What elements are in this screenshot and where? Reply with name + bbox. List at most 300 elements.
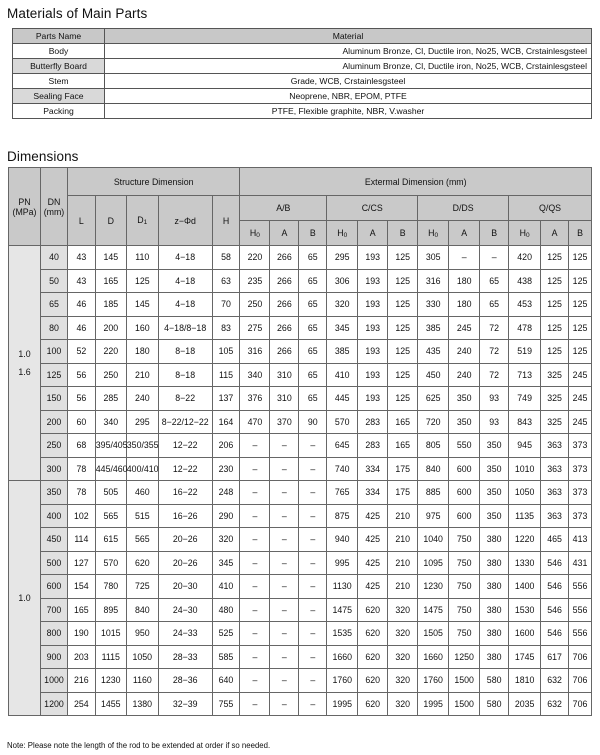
dimension-row <box>9 434 592 458</box>
dimension-cell: 750 <box>449 598 480 622</box>
h0-sub: 0 <box>256 231 260 239</box>
dimension-row <box>9 457 592 481</box>
dimension-cell: 438 <box>509 269 541 293</box>
b-header-qqs: B <box>569 221 592 246</box>
dims-header-row-1 <box>9 168 592 196</box>
dimension-cell: 137 <box>212 387 240 411</box>
dimension-cell: 145 <box>95 246 126 270</box>
part-name-cell: Sealing Face <box>13 89 105 104</box>
dimension-cell: 65 <box>299 269 327 293</box>
dimension-cell: 525 <box>212 622 240 646</box>
dimension-row <box>9 340 592 364</box>
dimension-cell: 1130 <box>327 575 358 599</box>
dimension-cell: 1400 <box>509 575 541 599</box>
dimension-cell: 995 <box>327 551 358 575</box>
dimension-cell: 16−22 <box>158 481 212 505</box>
dn-cell: 65 <box>41 293 68 317</box>
dimension-cell: 373 <box>569 504 592 528</box>
dimension-cell: 413 <box>569 528 592 552</box>
dimension-cell: 1500 <box>449 692 480 716</box>
material-header: Material <box>105 29 592 44</box>
dimension-cell: 570 <box>95 551 126 575</box>
dimension-cell: 254 <box>67 692 95 716</box>
dimension-cell: 4−18 <box>158 246 212 270</box>
dimension-cell: 546 <box>541 575 569 599</box>
dimension-cell: 325 <box>541 363 569 387</box>
dimension-cell: 24−30 <box>158 598 212 622</box>
dimension-cell: 620 <box>358 598 388 622</box>
dimension-cell: – <box>480 246 509 270</box>
dimension-cell: 585 <box>212 645 240 669</box>
dimension-cell: 160 <box>126 316 158 340</box>
h0-sub: 0 <box>525 231 530 239</box>
dimension-cell: 175 <box>388 457 418 481</box>
dimension-cell: 600 <box>449 481 480 505</box>
dimension-cell: 725 <box>126 575 158 599</box>
dn-cell: 1000 <box>41 669 68 693</box>
dimension-cell: – <box>299 504 327 528</box>
dimension-cell: 206 <box>212 434 240 458</box>
dimension-cell: 340 <box>95 410 126 434</box>
dimension-cell: 1040 <box>418 528 449 552</box>
dimension-cell: – <box>299 645 327 669</box>
dimension-cell: 750 <box>449 575 480 599</box>
dimension-cell: 1135 <box>509 504 541 528</box>
dimension-cell: 8−18 <box>158 363 212 387</box>
dimension-cell: 266 <box>270 269 299 293</box>
dimension-cell: – <box>270 528 299 552</box>
dn-cell: 100 <box>41 340 68 364</box>
dimension-cell: 1475 <box>327 598 358 622</box>
dimension-cell: 210 <box>388 504 418 528</box>
dimension-cell: 840 <box>126 598 158 622</box>
dimension-cell: 325 <box>541 410 569 434</box>
dimension-cell: 320 <box>388 692 418 716</box>
dimension-cell: 546 <box>541 598 569 622</box>
dimension-cell: 193 <box>358 387 388 411</box>
h0-base: H <box>428 227 435 238</box>
dimension-cell: 720 <box>418 410 449 434</box>
dimension-cell: 24−33 <box>158 622 212 646</box>
group-header-ab: A/B <box>240 196 327 221</box>
pn-header-label: PN (MPa) <box>12 196 37 217</box>
dimension-cell: 65 <box>480 269 509 293</box>
dimension-cell: 185 <box>95 293 126 317</box>
dimension-row <box>9 246 592 270</box>
dimension-cell: 145 <box>126 293 158 317</box>
dimension-cell: 180 <box>449 293 480 317</box>
dimension-cell: 266 <box>270 293 299 317</box>
dimension-cell: 46 <box>67 293 95 317</box>
external-dimension-header: Extermal Dimension (mm) <box>240 168 592 196</box>
dimension-cell: 193 <box>358 340 388 364</box>
dimension-cell: 240 <box>126 387 158 411</box>
dimension-cell: 63 <box>212 269 240 293</box>
dimension-cell: 620 <box>358 692 388 716</box>
dimension-cell: 65 <box>480 293 509 317</box>
dimension-cell: 565 <box>126 528 158 552</box>
dimension-cell: 556 <box>569 622 592 646</box>
dimension-cell: 125 <box>388 269 418 293</box>
dimension-cell: 363 <box>541 457 569 481</box>
dimension-row <box>9 504 592 528</box>
pn-group-cell <box>9 481 41 716</box>
dimension-cell: 363 <box>541 504 569 528</box>
dn-cell: 250 <box>41 434 68 458</box>
dimension-cell: 330 <box>418 293 449 317</box>
material-cell: Grade, WCB, Crstainlesgsteel <box>105 74 592 89</box>
dimension-cell: – <box>240 504 270 528</box>
h0-header-qqs <box>509 221 541 246</box>
D-header: D <box>95 196 126 246</box>
dn-cell: 200 <box>41 410 68 434</box>
dimension-cell: 193 <box>358 293 388 317</box>
dimension-cell: 1760 <box>418 669 449 693</box>
dimension-cell: 420 <box>509 246 541 270</box>
dimension-cell: 1995 <box>327 692 358 716</box>
dimension-cell: 385 <box>327 340 358 364</box>
dimension-cell: 480 <box>212 598 240 622</box>
dimension-cell: 245 <box>449 316 480 340</box>
dimension-cell: 102 <box>67 504 95 528</box>
dimension-cell: 305 <box>418 246 449 270</box>
dimension-cell: 363 <box>541 481 569 505</box>
material-cell: Aluminum Bronze, Cl, Ductile iron, No25, WCB, Crstainlesgsteel <box>105 59 592 74</box>
structure-dimension-header: Structure Dimension <box>67 168 240 196</box>
material-cell: Neoprene, NBR, EPOM, PTFE <box>105 89 592 104</box>
dimension-cell: 565 <box>95 504 126 528</box>
dimension-cell: 283 <box>358 434 388 458</box>
dimension-cell: 240 <box>449 363 480 387</box>
dimension-cell: – <box>270 481 299 505</box>
z-phi-d-header: z−Φd <box>158 196 212 246</box>
dimension-row <box>9 551 592 575</box>
dimension-cell: 620 <box>358 622 388 646</box>
dimension-cell: 945 <box>509 434 541 458</box>
dimension-cell: 240 <box>449 340 480 364</box>
materials-row <box>13 89 592 104</box>
dimension-cell: – <box>299 528 327 552</box>
dimension-cell: 320 <box>388 622 418 646</box>
h0-header-ccs <box>327 221 358 246</box>
dimension-cell: 316 <box>418 269 449 293</box>
dimension-cell: 125 <box>569 316 592 340</box>
dimension-cell: 380 <box>480 575 509 599</box>
dimension-cell: – <box>240 669 270 693</box>
dimension-cell: 380 <box>480 551 509 575</box>
parts-name-header: Parts Name <box>13 29 105 44</box>
dimension-cell: 1220 <box>509 528 541 552</box>
dimension-cell: 43 <box>67 269 95 293</box>
D1-base: D <box>137 215 144 225</box>
materials-heading: Materials of Main Parts <box>7 6 148 21</box>
dimension-cell: – <box>299 575 327 599</box>
dimension-cell: 373 <box>569 457 592 481</box>
dimension-cell: 230 <box>212 457 240 481</box>
dimension-cell: 310 <box>270 387 299 411</box>
D1-header <box>126 196 158 246</box>
a-header-ccs: A <box>358 221 388 246</box>
dimension-cell: 1475 <box>418 598 449 622</box>
dimension-cell: 58 <box>212 246 240 270</box>
dimension-cell: – <box>270 457 299 481</box>
dimension-cell: 1810 <box>509 669 541 693</box>
dimension-cell: 4−18 <box>158 269 212 293</box>
dimension-cell: 843 <box>509 410 541 434</box>
dimension-cell: 65 <box>299 340 327 364</box>
dimension-cell: – <box>299 481 327 505</box>
dimension-cell: 395/405 <box>95 434 126 458</box>
L-header: L <box>67 196 95 246</box>
dimension-cell: 78 <box>67 457 95 481</box>
dimension-cell: 285 <box>95 387 126 411</box>
dimension-cell: – <box>299 434 327 458</box>
dimension-cell: 193 <box>358 269 388 293</box>
dimension-cell: 283 <box>358 410 388 434</box>
dimension-cell: – <box>270 622 299 646</box>
dimension-cell: 755 <box>212 692 240 716</box>
dn-cell: 40 <box>41 246 68 270</box>
dimension-cell: 435 <box>418 340 449 364</box>
dimension-cell: 350 <box>480 504 509 528</box>
dimensions-table <box>8 167 592 716</box>
dimension-cell: 1660 <box>327 645 358 669</box>
dimension-cell: 93 <box>480 410 509 434</box>
dimension-cell: 125 <box>388 246 418 270</box>
dimension-cell: 32−39 <box>158 692 212 716</box>
b-header-ab: B <box>299 221 327 246</box>
dimension-cell: 210 <box>388 575 418 599</box>
dimension-row <box>9 669 592 693</box>
dimensions-heading: Dimensions <box>7 149 79 164</box>
dimension-cell: 706 <box>569 669 592 693</box>
pn-header <box>9 168 41 246</box>
dimension-cell: 266 <box>270 340 299 364</box>
dimension-cell: 316 <box>240 340 270 364</box>
dimension-cell: 380 <box>480 622 509 646</box>
dimension-cell: 295 <box>327 246 358 270</box>
dn-header <box>41 168 68 246</box>
dn-cell: 500 <box>41 551 68 575</box>
dimension-cell: 350 <box>449 410 480 434</box>
dimension-cell: 290 <box>212 504 240 528</box>
dimension-cell: – <box>299 598 327 622</box>
dn-cell: 50 <box>41 269 68 293</box>
dimension-cell: 460 <box>126 481 158 505</box>
dimension-cell: 28−33 <box>158 645 212 669</box>
dimension-cell: 885 <box>418 481 449 505</box>
dimension-cell: 72 <box>480 316 509 340</box>
dimension-cell: 1535 <box>327 622 358 646</box>
dimension-cell: 1095 <box>418 551 449 575</box>
part-name-cell: Butterfly Board <box>13 59 105 74</box>
dimension-cell: 43 <box>67 246 95 270</box>
dimension-cell: 266 <box>270 316 299 340</box>
materials-header-row <box>13 29 592 44</box>
dimension-cell: 363 <box>541 434 569 458</box>
dimension-cell: 12−22 <box>158 457 212 481</box>
dimension-cell: 125 <box>388 316 418 340</box>
dimension-cell: – <box>240 528 270 552</box>
dimension-cell: 60 <box>67 410 95 434</box>
dn-cell: 450 <box>41 528 68 552</box>
dimension-row <box>9 528 592 552</box>
dimension-cell: – <box>270 575 299 599</box>
dimension-cell: 345 <box>327 316 358 340</box>
dimension-cell: 320 <box>388 669 418 693</box>
dimension-cell: 220 <box>240 246 270 270</box>
dimension-cell: 320 <box>388 645 418 669</box>
dimension-cell: 72 <box>480 340 509 364</box>
dimension-cell: 210 <box>388 528 418 552</box>
dimension-cell: 56 <box>67 363 95 387</box>
b-header-dds: B <box>480 221 509 246</box>
dimension-cell: 127 <box>67 551 95 575</box>
dimension-cell: 370 <box>270 410 299 434</box>
dimension-cell: 1015 <box>95 622 126 646</box>
dimension-cell: 325 <box>541 387 569 411</box>
dimension-cell: 385 <box>418 316 449 340</box>
dn-cell: 350 <box>41 481 68 505</box>
part-name-cell: Stem <box>13 74 105 89</box>
dimension-cell: – <box>240 551 270 575</box>
dimension-cell: 350 <box>480 457 509 481</box>
dimension-cell: 93 <box>480 387 509 411</box>
dimension-cell: 1010 <box>509 457 541 481</box>
dimension-cell: 345 <box>212 551 240 575</box>
dimension-cell: 334 <box>358 481 388 505</box>
dimension-cell: 164 <box>212 410 240 434</box>
dimension-cell: 65 <box>299 316 327 340</box>
dimension-cell: 68 <box>67 434 95 458</box>
dimension-cell: – <box>270 645 299 669</box>
dimension-cell: 114 <box>67 528 95 552</box>
dimension-cell: 4−18/8−18 <box>158 316 212 340</box>
dimension-cell: 425 <box>358 504 388 528</box>
dimension-cell: 640 <box>212 669 240 693</box>
dimension-cell: – <box>240 692 270 716</box>
dimension-cell: 1995 <box>418 692 449 716</box>
dimension-cell: 190 <box>67 622 95 646</box>
h0-sub: 0 <box>343 231 348 239</box>
dimension-cell: 20−26 <box>158 528 212 552</box>
h0-base: H <box>337 227 344 238</box>
dimension-cell: 20−30 <box>158 575 212 599</box>
dimension-cell: – <box>270 598 299 622</box>
dimension-cell: 600 <box>449 457 480 481</box>
dimension-cell: 115 <box>212 363 240 387</box>
dimension-row <box>9 481 592 505</box>
dimension-cell: 546 <box>541 551 569 575</box>
dimension-cell: 1660 <box>418 645 449 669</box>
dimension-cell: 620 <box>358 669 388 693</box>
dimension-cell: 125 <box>541 340 569 364</box>
dimension-cell: – <box>240 481 270 505</box>
dimension-cell: 175 <box>388 481 418 505</box>
dimension-cell: 580 <box>480 692 509 716</box>
dimension-cell: 376 <box>240 387 270 411</box>
dimension-cell: 125 <box>388 387 418 411</box>
dimension-cell: 12−22 <box>158 434 212 458</box>
dimension-cell: 8−22 <box>158 387 212 411</box>
dimension-row <box>9 645 592 669</box>
dimension-cell: 840 <box>418 457 449 481</box>
dimension-cell: 320 <box>327 293 358 317</box>
dimension-cell: 105 <box>212 340 240 364</box>
dimension-cell: 52 <box>67 340 95 364</box>
h0-base: H <box>519 227 526 238</box>
dimension-cell: 450 <box>418 363 449 387</box>
dimension-cell: 632 <box>541 669 569 693</box>
dimension-cell: 125 <box>388 363 418 387</box>
dimension-cell: 875 <box>327 504 358 528</box>
dimension-cell: 1115 <box>95 645 126 669</box>
dimension-cell: – <box>240 434 270 458</box>
dimension-cell: 216 <box>67 669 95 693</box>
dimension-cell: 617 <box>541 645 569 669</box>
dimension-cell: 1230 <box>95 669 126 693</box>
dimension-cell: 125 <box>569 246 592 270</box>
dimension-cell: – <box>299 457 327 481</box>
dimension-cell: 410 <box>327 363 358 387</box>
dimension-cell: 410 <box>212 575 240 599</box>
dimension-cell: 445/460 <box>95 457 126 481</box>
dn-header-label: DN (mm) <box>43 196 65 217</box>
dimension-cell: 110 <box>126 246 158 270</box>
dimension-cell: 373 <box>569 434 592 458</box>
dimension-cell: – <box>299 669 327 693</box>
dimension-cell: 780 <box>95 575 126 599</box>
dimension-row <box>9 598 592 622</box>
dimension-cell: 1530 <box>509 598 541 622</box>
dimension-cell: – <box>240 457 270 481</box>
dimension-cell: 706 <box>569 692 592 716</box>
dimension-cell: 1745 <box>509 645 541 669</box>
dimension-cell: 275 <box>240 316 270 340</box>
dimension-cell: 295 <box>126 410 158 434</box>
materials-row <box>13 59 592 74</box>
dimension-cell: 125 <box>541 316 569 340</box>
dimension-row <box>9 575 592 599</box>
H-header: H <box>212 196 240 246</box>
dimension-cell: – <box>270 434 299 458</box>
dn-cell: 1200 <box>41 692 68 716</box>
dn-cell: 900 <box>41 645 68 669</box>
dimension-cell: 1160 <box>126 669 158 693</box>
materials-row <box>13 74 592 89</box>
dimension-cell: 1230 <box>418 575 449 599</box>
dimension-cell: 1760 <box>327 669 358 693</box>
dimension-cell: – <box>240 645 270 669</box>
dimension-cell: 975 <box>418 504 449 528</box>
dimension-cell: 478 <box>509 316 541 340</box>
dimension-cell: 165 <box>95 269 126 293</box>
a-header-dds: A <box>449 221 480 246</box>
a-header-ab: A <box>270 221 299 246</box>
dimension-cell: 165 <box>388 410 418 434</box>
a-header-qqs: A <box>541 221 569 246</box>
dn-cell: 125 <box>41 363 68 387</box>
materials-table <box>12 28 592 119</box>
dimension-cell: – <box>270 551 299 575</box>
materials-row <box>13 104 592 119</box>
dimension-cell: 470 <box>240 410 270 434</box>
dimension-cell: 425 <box>358 575 388 599</box>
dimension-row <box>9 293 592 317</box>
dimension-cell: 165 <box>67 598 95 622</box>
dimension-cell: 400/410 <box>126 457 158 481</box>
dimension-cell: 200 <box>95 316 126 340</box>
